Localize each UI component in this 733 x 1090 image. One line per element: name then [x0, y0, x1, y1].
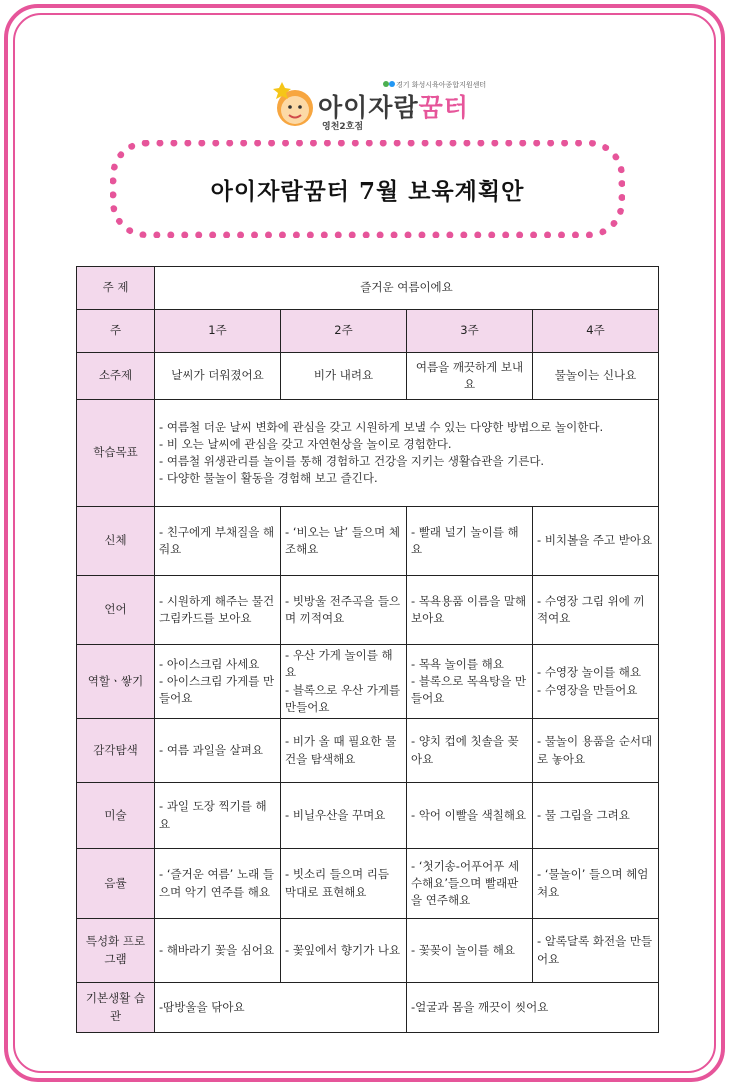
activity-cell: - 빗방울 전주곡을 들으며 끼적여요 [281, 576, 407, 645]
logo-name: 아이자람꿈터 [318, 93, 469, 122]
activity-cell: - 시원하게 해주는 물건 그림카드를 보아요 [155, 576, 281, 645]
habit-label: 기본생활 습관 [77, 983, 155, 1033]
activity-cell: - 과일 도장 찍기를 해요 [155, 783, 281, 849]
goal-item: - 여름철 위생관리를 놀이를 통해 경험하고 건강을 지키는 생활습관을 기른다. [159, 453, 654, 470]
area-row-art [77, 783, 659, 849]
area-label: 미술 [77, 783, 155, 849]
activity-cell: - 비닐우산을 꾸며요 [281, 783, 407, 849]
area-label: 역할ㆍ쌓기 [77, 645, 155, 719]
activity-cell: - 악어 이빨을 색칠해요 [407, 783, 533, 849]
activity-cell: - 비가 올 때 필요한 물건을 탐색해요 [281, 719, 407, 783]
activity-cell: - 물 그림을 그려요 [533, 783, 659, 849]
activity-cell: - 목욕용품 이름을 말해 보아요 [407, 576, 533, 645]
activity-cell: - ‘첫기송-어푸어푸 세수해요’들으며 빨래판을 연주해요 [407, 849, 533, 919]
goal-item: - 비 오는 날씨에 관심을 갖고 자연현상을 놀이로 경험한다. [159, 436, 654, 453]
area-label: 신체 [77, 507, 155, 576]
area-row-music [77, 849, 659, 919]
activity-cell: - ‘물놀이’ 들으며 헤엄쳐요 [533, 849, 659, 919]
habit-2: -얼굴과 몸을 깨끗이 씻어요 [407, 983, 659, 1033]
activity-cell: - 친구에게 부채질을 해줘요 [155, 507, 281, 576]
activity-cell: - ‘비오는 날’ 들으며 체조해요 [281, 507, 407, 576]
habit-1: -땀방울을 닦아요 [155, 983, 407, 1033]
area-row-role-block [77, 645, 659, 719]
activity-cell: - 꽃잎에서 향기가 나요 [281, 919, 407, 983]
activity-cell: - 해바라기 꽃을 심어요 [155, 919, 281, 983]
area-label: 감각탐색 [77, 719, 155, 783]
subtheme-label: 소주제 [77, 353, 155, 400]
activity-cell: - 물놀이 용품을 순서대로 놓아요 [533, 719, 659, 783]
plan-table [76, 266, 659, 1033]
activity-cell: - 빨래 널기 놀이를 해요 [407, 507, 533, 576]
activity-cell: - 아이스크림 사세요 - 아이스크림 가게를 만들어요 [155, 645, 281, 719]
goal-item: - 다양한 물놀이 활동을 경험해 보고 즐긴다. [159, 470, 654, 487]
week-1: 1주 [155, 310, 281, 353]
activity-cell: - 알록달록 화전을 만들어요 [533, 919, 659, 983]
activity-cell: - ‘즐거운 여름’ 노래 들으며 악기 연주를 해요 [155, 849, 281, 919]
goals-label: 학습목표 [77, 400, 155, 507]
activity-cell: - 비치볼을 주고 받아요 [533, 507, 659, 576]
activity-cell: - 꽃꽂이 놀이를 해요 [407, 919, 533, 983]
area-row-physical [77, 507, 659, 576]
theme-label: 주 제 [77, 267, 155, 310]
area-label: 특성화 프로그램 [77, 919, 155, 983]
subtheme-3: 여름을 깨끗하게 보내요 [407, 353, 533, 400]
goal-item: - 여름철 더운 날씨 변화에 관심을 갖고 시원하게 보낼 수 있는 다양한 방법으로 놀이한다. [159, 419, 654, 436]
activity-cell: - 빗소리 들으며 리듬 막대로 표현해요 [281, 849, 407, 919]
logo-org: 경기 화성시육아종합지원센터 [396, 81, 487, 89]
activity-cell: - 수영장 놀이를 해요 - 수영장을 만들어요 [533, 645, 659, 719]
page-title: 아이자람꿈터 7월 보육계획안 [210, 177, 525, 205]
activity-cell: - 목욕 놀이를 해요 - 블록으로 목욕탕을 만들어요 [407, 645, 533, 719]
week-label: 주 [77, 310, 155, 353]
week-3: 3주 [407, 310, 533, 353]
week-4: 4주 [533, 310, 659, 353]
subtheme-4: 물놀이는 신나요 [533, 353, 659, 400]
habit-row [77, 983, 659, 1033]
subtheme-row [77, 353, 659, 400]
logo-branch: 영천2호점 [322, 122, 364, 132]
activity-cell: - 여름 과일을 살펴요 [155, 719, 281, 783]
area-label: 음률 [77, 849, 155, 919]
theme-row [77, 267, 659, 310]
activity-cell: - 양치 컵에 칫솔을 꽂아요 [407, 719, 533, 783]
goals-row [77, 400, 659, 507]
area-label: 언어 [77, 576, 155, 645]
subtheme-2: 비가 내려요 [281, 353, 407, 400]
week-row [77, 310, 659, 353]
goals-cell [155, 400, 659, 507]
area-row-special [77, 919, 659, 983]
theme-value: 즐거운 여름이에요 [155, 267, 659, 310]
activity-cell: - 우산 가게 놀이를 해요 - 블록으로 우산 가게를 만들어요 [281, 645, 407, 719]
subtheme-1: 날씨가 더워졌어요 [155, 353, 281, 400]
area-row-language [77, 576, 659, 645]
area-row-sensory [77, 719, 659, 783]
activity-cell: - 수영장 그림 위에 끼적여요 [533, 576, 659, 645]
week-2: 2주 [281, 310, 407, 353]
